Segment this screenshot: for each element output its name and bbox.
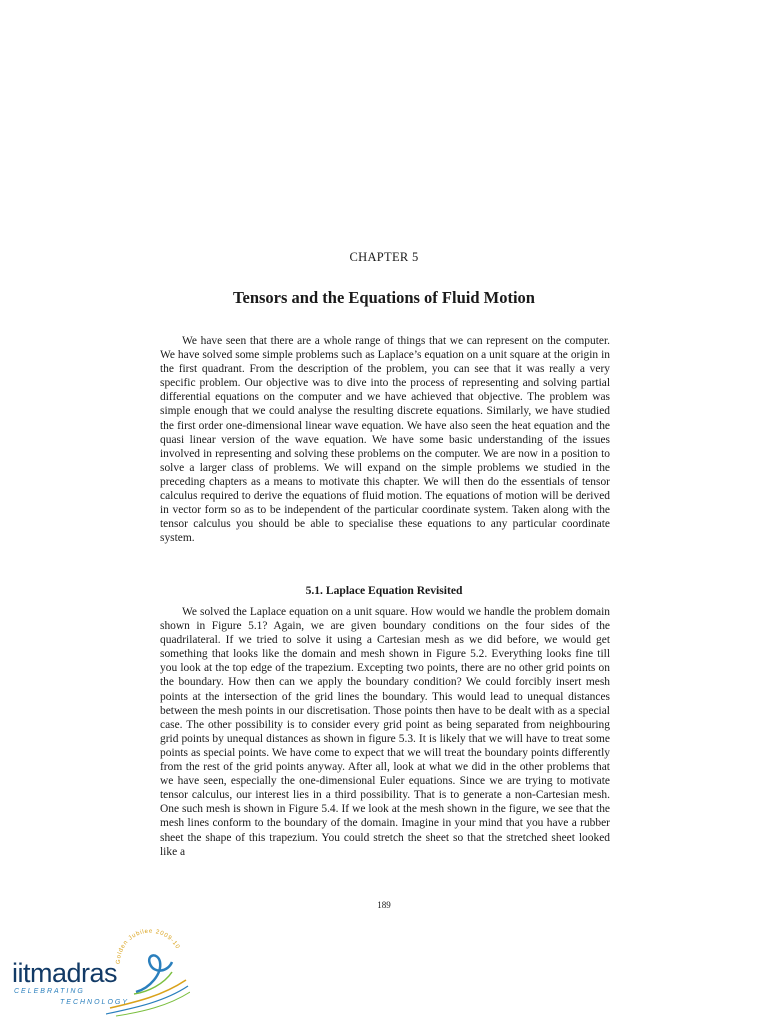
logo-tagline-celebrating: CELEBRATING <box>14 988 85 995</box>
section-text-block <box>160 605 610 859</box>
intro-paragraph: We have seen that there are a whole range of things that we can represent on the computer. We have solved some simple problems such as Laplace’s equation on a unit square at the origin in the first quadrant. From the description of the problem, you can see that it was really a very specific problem. Our objective was to dive into the process of representing and solving partial differential equations on the computer and we have achieved that objective. The problem was simple enough that we could analyse the resulting discrete equations. Similarly, we have studied the first order one-dimensional linear wave equation. We have also seen the heat equation and the quasi linear version of the wave equation. We have some basic understanding of the issues involved in representing and solving these problems on the computer. We are now in a position to solve a larger class of problems. We will expand on the simple problems we studied in the preceding chapters as a means to motivate this chapter. We will then do the essentials of tensor calculus required to derive the equations of fluid motion. The equations of motion will be derived in vector form so as to be independent of the particular coordinate system. Taken along with the tensor calculus you should be able to specialise these equations to any particular coordinate system. <box>160 335 610 545</box>
intro-text-block <box>160 334 610 545</box>
chapter-label: CHAPTER 5 <box>349 250 419 264</box>
logo-arc-text: Golden Jubilee 2009-10 <box>115 928 181 965</box>
logo-wordmark: iitmadras <box>12 958 118 988</box>
section-paragraph: We solved the Laplace equation on a unit square. How would we handle the problem domain shown in Figure 5.1? Again, we are given boundary conditions on the four sides of the quadrilateral. If we tried to solve it using a Cartesian mesh as we did before, we would get something that looks like the domain and mesh shown in Figure 5.2. Everything looks fine till you look at the top edge of the trapezium. Excepting two points, there are no other grid points on the boundary. How then can we apply the boundary condition? We could forcibly insert mesh points at the intersection of the grid lines the boundary. This would lead to unequal distances between the mesh points in our discretisation. Those points then have to be dealt with as a special case. The other possibility is to consider every grid point as being separated from neighbouring grid points by unequal distances as shown in figure 5.3. It is likely that we will have to treat some points as special points. We have come to expect that we will treat the boundary points differently from the rest of the grid points anyway. After all, look at what we did in the other problems that we have seen, especially the one-dimensional Euler equations. Since we are trying to motivate tensor calculus, our interest lies in a third possibility. That is to generate a non-Cartesian mesh. One such mesh is shown in Figure 5.4. If we look at the mesh shown in the figure, we see that the mesh lines conform to the boundary of the domain. Imagine in your mind that you have a rubber sheet the shape of this trapezium. You could stretch the sheet so that the stretched sheet looked like a <box>160 606 610 858</box>
iitmadras-logo <box>8 922 190 1018</box>
page-number: 189 <box>377 900 391 910</box>
chapter-title: Tensors and the Equations of Fluid Motion <box>233 288 535 307</box>
golden-jubilee-emblem-icon <box>106 922 190 1018</box>
logo-tagline-technology: TECHNOLOGY <box>60 999 130 1006</box>
section-heading: 5.1. Laplace Equation Revisited <box>305 584 463 597</box>
